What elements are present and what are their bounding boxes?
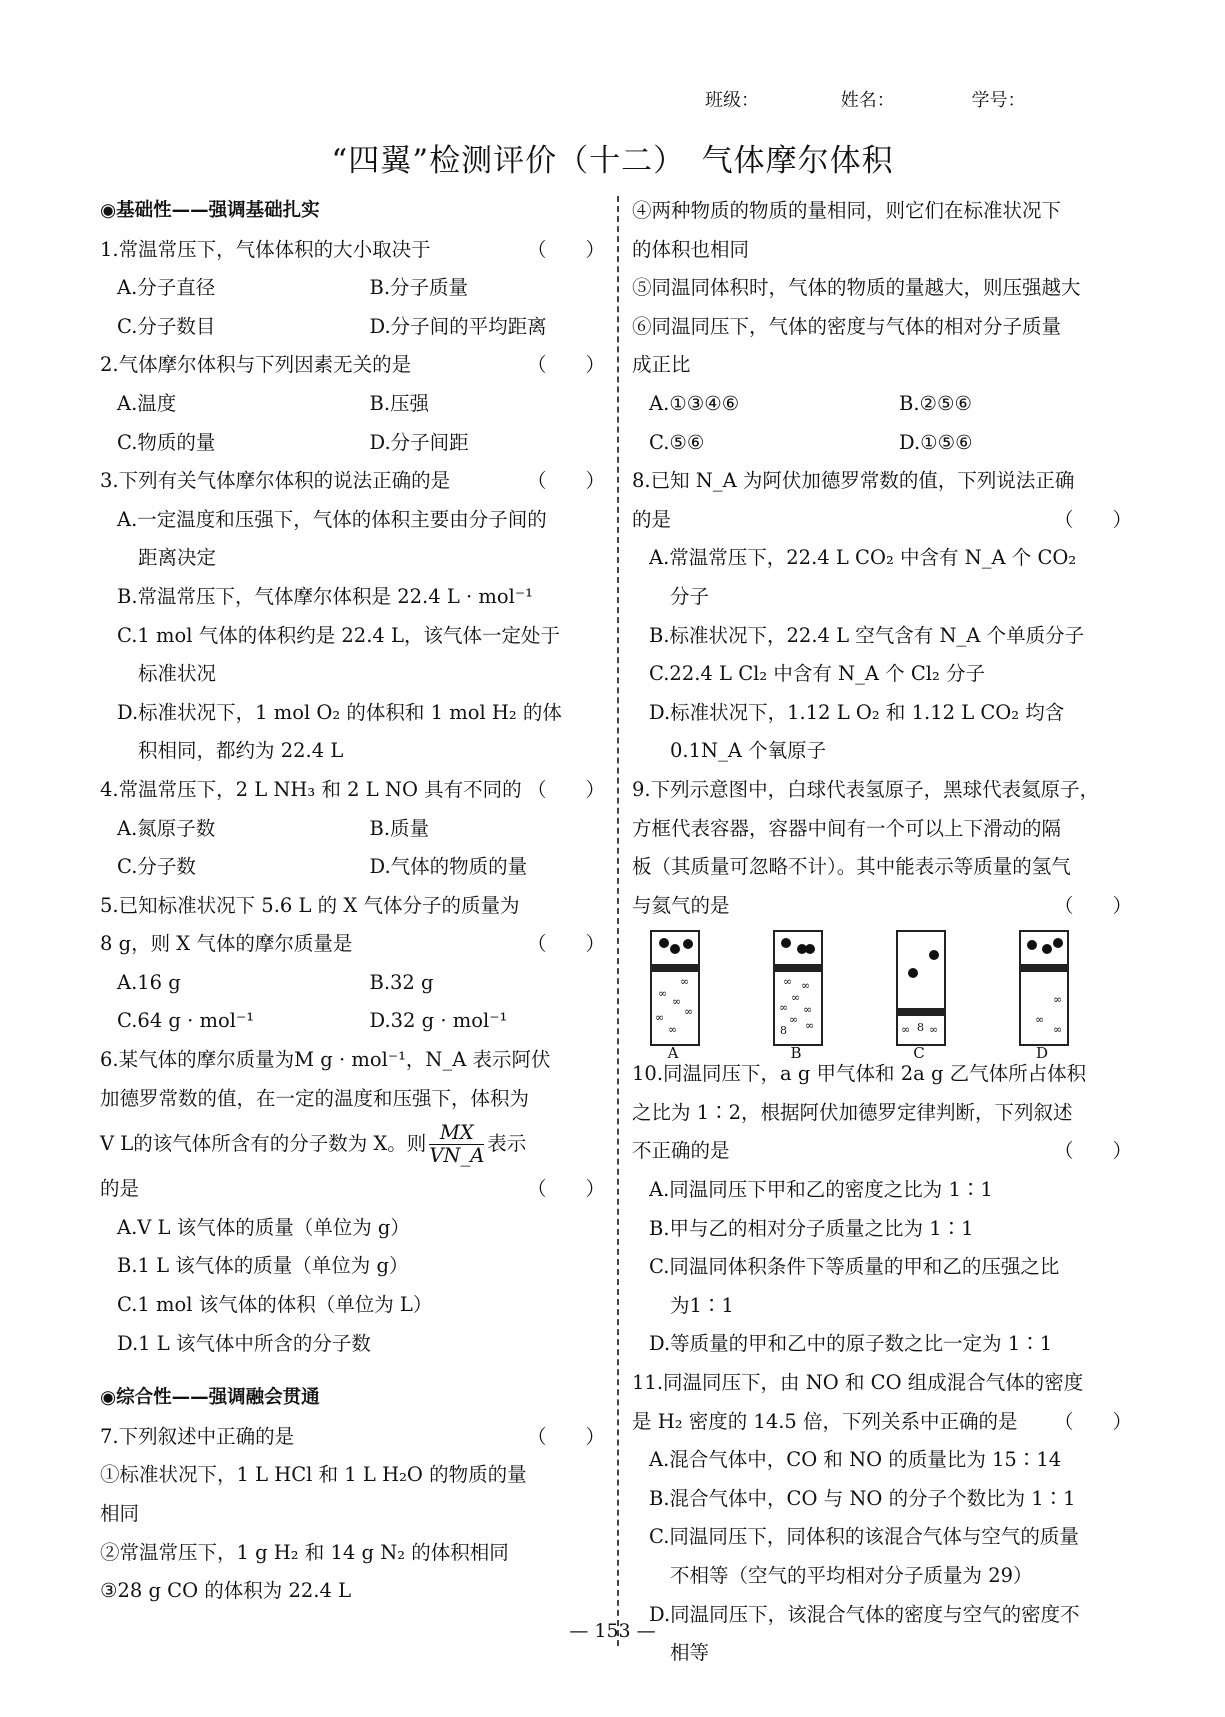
container-a <box>650 930 700 1046</box>
left-column <box>100 192 605 1611</box>
helium-atom <box>1053 938 1063 948</box>
question-9 <box>632 771 1132 1063</box>
q5-option-d: D.32 g · mol⁻¹ <box>369 1009 508 1033</box>
helium-atom <box>805 944 815 954</box>
question-2 <box>100 346 605 462</box>
hydrogen-molecule: ∞ <box>803 1003 813 1017</box>
q8-option-a-cont: 分子 <box>670 584 710 608</box>
answer-blank: （ ） <box>526 353 605 377</box>
q7-statement-4: ④两种物质的物质的量相同，则它们在标准状况下 <box>632 199 1062 222</box>
q3-option-a-cont: 距离决定 <box>138 546 217 570</box>
column-divider <box>617 196 619 1646</box>
q11-option-a: A.混合气体中，CO 和 NO 的质量比为 15∶14 <box>649 1448 1062 1472</box>
q4-option-b: B.质量 <box>369 816 430 840</box>
answer-blank: （ ） <box>526 932 605 956</box>
q8-option-b: B.标准状况下，22.4 L 空气含有 N_A 个单质分子 <box>649 623 1085 647</box>
q6-option-b: B.1 L 该气体的质量（单位为 g） <box>117 1254 409 1278</box>
q5-option-c: C.64 g · mol⁻¹ <box>117 1009 255 1033</box>
hydrogen-molecule: ∞ <box>779 1001 789 1015</box>
q5-option-b: B.32 g <box>369 970 434 994</box>
label-a: A <box>667 1044 679 1063</box>
partition <box>898 1008 944 1016</box>
q7-statement-6: ⑥同温同压下，气体的密度与气体的相对分子质量 <box>632 314 1062 338</box>
hydrogen-molecule: ∞ <box>791 991 801 1005</box>
helium-atom <box>1042 944 1052 954</box>
fraction-denominator: VN_A <box>429 1144 485 1168</box>
q1-option-d: D.分子间的平均距离 <box>369 314 547 338</box>
q8-stem-line1: 8.已知 N_A 为阿伏加德罗常数的值，下列说法正确 <box>632 469 1075 493</box>
q3-stem: 3.下列有关气体摩尔体积的说法正确的是 <box>100 469 451 493</box>
q3-option-d-cont: 积相同，都约为 22.4 L <box>138 739 344 763</box>
container-diagram <box>632 925 1132 1063</box>
q6-option-d: D.1 L 该气体中所含的分子数 <box>117 1331 371 1355</box>
hydrogen-molecule: ∞ <box>1035 1013 1045 1027</box>
q9-stem-line1: 9.下列示意图中，白球代表氢原子，黑球代表氦原子， <box>632 777 1100 801</box>
q7-option-a: A.①③④⑥ <box>649 391 740 415</box>
hydrogen-molecule: ∞ <box>672 995 682 1009</box>
question-5 <box>100 887 605 1041</box>
q10-stem-line3: 不正确的是 <box>632 1139 730 1163</box>
q11-stem-line1: 11.同温同压下，由 NO 和 CO 组成混合气体的密度 <box>632 1371 1084 1395</box>
hydrogen-molecule: ∞ <box>658 987 668 1001</box>
page-title: “四翼”检测评价（十二） 气体摩尔体积 <box>331 143 894 179</box>
question-8 <box>632 462 1132 771</box>
q7-statement-4-cont: 的体积也相同 <box>632 237 750 261</box>
container-b <box>773 930 823 1046</box>
student-id-label: 学号： <box>971 90 1026 111</box>
name-label: 姓名： <box>840 90 895 111</box>
q11-option-d: D.同温同压下，该混合气体的密度与空气的密度不 <box>649 1602 1080 1626</box>
student-info-header <box>705 86 1025 112</box>
q11-option-d-cont: 相等 <box>670 1641 710 1665</box>
answer-blank: （ ） <box>526 1424 605 1448</box>
q6-stem-line4: 的是 <box>100 1177 140 1201</box>
q8-option-c: C.22.4 L Cl₂ 中含有 N_A 个 Cl₂ 分子 <box>649 662 986 686</box>
class-label: 班级： <box>705 90 759 111</box>
q2-option-c: C.物质的量 <box>117 430 216 454</box>
q7-option-b: B.②⑤⑥ <box>899 391 972 415</box>
q5-option-a: A.16 g <box>117 970 181 994</box>
q7-statement-2: ②常温常压下，1 g H₂ 和 14 g N₂ 的体积相同 <box>100 1540 509 1564</box>
question-10 <box>632 1055 1132 1364</box>
container-c <box>896 930 946 1046</box>
hydrogen-molecule: 8 <box>780 1024 787 1038</box>
answer-blank: （ ） <box>1053 1409 1132 1433</box>
q7-option-c: C.⑤⑥ <box>649 430 705 454</box>
question-6 <box>100 1041 605 1363</box>
right-column <box>632 192 1132 1673</box>
q8-stem-line2: 的是 <box>632 507 672 531</box>
q1-stem: 1.常温常压下，气体体积的大小取决于 <box>100 237 431 261</box>
q8-option-d: D.标准状况下，1.12 L O₂ 和 1.12 L CO₂ 均含 <box>649 700 1065 724</box>
helium-atom <box>659 938 669 948</box>
question-4 <box>100 771 605 887</box>
helium-atom <box>683 939 693 949</box>
q3-option-c-cont: 标准状况 <box>138 662 217 686</box>
hydrogen-molecule: ∞ <box>668 1023 678 1037</box>
q10-stem-line2: 之比为 1∶2，根据阿伏加德罗定律判断，下列叙述 <box>632 1100 1073 1124</box>
hydrogen-molecule: ∞ <box>1053 993 1063 1007</box>
q10-stem-line1: 10.同温同压下，a g 甲气体和 2a g 乙气体所占体积 <box>632 1062 1087 1086</box>
q6-option-a: A.V L 该气体的质量（单位为 g） <box>117 1215 410 1239</box>
q9-stem-line2: 方框代表容器，容器中间有一个可以上下滑动的隔 <box>632 816 1062 840</box>
answer-blank: （ ） <box>526 237 605 261</box>
partition <box>775 964 821 972</box>
fraction-numerator: MX <box>429 1122 484 1145</box>
hydrogen-molecule: ∞ <box>684 1005 694 1019</box>
q10-option-b: B.甲与乙的相对分子质量之比为 1∶1 <box>649 1216 974 1240</box>
hydrogen-molecule: ∞ <box>1053 1023 1063 1037</box>
hydrogen-molecule: ∞ <box>801 979 811 993</box>
question-1 <box>100 231 605 347</box>
label-b: B <box>790 1044 802 1063</box>
hydrogen-molecule: ∞ <box>680 975 690 989</box>
q6-stem-line3: V L的该气体所含有的分子数为 X。则 <box>100 1132 427 1156</box>
q3-option-d: D.标准状况下，1 mol O₂ 的体积和 1 mol H₂ 的体 <box>117 700 562 724</box>
helium-atom <box>1027 940 1037 950</box>
q11-option-b: B.混合气体中，CO 与 NO 的分子个数比为 1∶1 <box>649 1486 1076 1510</box>
answer-blank: （ ） <box>526 777 605 801</box>
q10-option-c-cont: 为1∶1 <box>670 1293 734 1317</box>
q4-stem: 4.常温常压下，2 L NH₃ 和 2 L NO 具有不同的 <box>100 777 522 801</box>
question-7 <box>100 1418 605 1611</box>
q6-stem-line3-end: 表示 <box>487 1132 527 1156</box>
q4-option-c: C.分子数 <box>117 855 196 879</box>
section-comprehensive-heading: ◉综合性——强调融会贯通 <box>100 1387 320 1409</box>
question-7-continued <box>632 192 1132 462</box>
q1-option-b: B.分子质量 <box>369 276 469 300</box>
partition <box>1021 964 1067 972</box>
q2-option-d: D.分子间距 <box>369 430 469 454</box>
q10-option-d: D.等质量的甲和乙中的原子数之比一定为 1∶1 <box>649 1332 1053 1356</box>
q7-statement-6-cont: 成正比 <box>632 353 691 377</box>
label-d: D <box>1035 1044 1049 1063</box>
q1-option-a: A.分子直径 <box>117 276 216 300</box>
hydrogen-molecule: ∞ <box>789 1013 799 1027</box>
q6-stem-line2: 加德罗常数的值，在一定的温度和压强下，体积为 <box>100 1086 530 1110</box>
answer-blank: （ ） <box>526 469 605 493</box>
q10-option-a: A.同温同压下甲和乙的密度之比为 1∶1 <box>649 1178 993 1202</box>
q3-option-c: C.1 mol 气体的体积约是 22.4 L，该气体一定处于 <box>117 623 560 647</box>
q6-option-c: C.1 mol 该气体的体积（单位为 L） <box>117 1293 433 1317</box>
answer-blank: （ ） <box>1053 507 1132 531</box>
hydrogen-molecule: ∞ <box>805 1019 815 1033</box>
hydrogen-molecule: 8 <box>917 1021 924 1035</box>
hydrogen-molecule: ∞ <box>929 1023 939 1037</box>
q2-stem: 2.气体摩尔体积与下列因素无关的是 <box>100 353 412 377</box>
question-3 <box>100 462 605 771</box>
hydrogen-molecule: ∞ <box>655 1011 665 1025</box>
page-number: — 153 — <box>569 1620 656 1642</box>
q11-option-c-cont: 不相等（空气的平均相对分子质量为 29） <box>670 1564 1033 1587</box>
q4-option-d: D.气体的物质的量 <box>369 855 528 879</box>
q9-stem-line4: 与氦气的是 <box>632 893 730 917</box>
q9-stem-line3: 板（其质量可忽略不计）。其中能表示等质量的氢气 <box>632 855 1071 879</box>
q11-stem-line2: 是 H₂ 密度的 14.5 倍，下列关系中正确的是 <box>632 1409 1018 1433</box>
answer-blank: （ ） <box>1053 1139 1132 1163</box>
hydrogen-molecule: ∞ <box>901 1023 911 1037</box>
container-d <box>1019 930 1069 1046</box>
q7-statement-1-cont: 相同 <box>100 1502 140 1525</box>
q3-option-a: A.一定温度和压强下，气体的体积主要由分子间的 <box>117 507 547 531</box>
q6-fraction <box>429 1122 484 1167</box>
q2-option-b: B.压强 <box>369 391 430 415</box>
q5-stem-line1: 5.已知标准状况下 5.6 L 的 X 气体分子的质量为 <box>100 893 520 917</box>
helium-atom <box>781 938 791 948</box>
q2-option-a: A.温度 <box>117 391 177 415</box>
label-c: C <box>913 1044 925 1063</box>
q5-stem-line2: 8 g，则 X 气体的摩尔质量是 <box>100 932 353 956</box>
q7-statement-1: ①标准状况下，1 L HCl 和 1 L H₂O 的物质的量 <box>100 1463 527 1487</box>
q11-option-c: C.同温同压下，同体积的该混合气体与空气的质量 <box>649 1525 1079 1549</box>
partition <box>652 964 698 972</box>
helium-atom <box>929 950 939 960</box>
q8-option-d-cont: 0.1N_A 个氧原子 <box>670 739 827 763</box>
q1-option-c: C.分子数目 <box>117 314 216 338</box>
answer-blank: （ ） <box>1053 893 1132 917</box>
q7-statement-3: ③28 g CO 的体积为 22.4 L <box>100 1579 352 1603</box>
q3-option-b: B.常温常压下，气体摩尔体积是 22.4 L · mol⁻¹ <box>117 584 533 608</box>
helium-atom <box>908 968 918 978</box>
q4-option-a: A.氮原子数 <box>117 816 216 840</box>
hydrogen-molecule: ∞ <box>783 975 793 989</box>
q7-statement-5: ⑤同温同体积时，气体的物质的量越大，则压强越大 <box>632 276 1081 300</box>
q7-option-d: D.①⑤⑥ <box>899 430 973 454</box>
q6-stem-line1: 6.某气体的摩尔质量为M g · mol⁻¹，N_A 表示阿伏 <box>100 1048 551 1072</box>
q7-stem: 7.下列叙述中正确的是 <box>100 1424 295 1448</box>
section-basic-heading: ◉基础性——强调基础扎实 <box>100 200 320 221</box>
helium-atom <box>670 944 680 954</box>
answer-blank: （ ） <box>526 1177 605 1201</box>
q10-option-c: C.同温同体积条件下等质量的甲和乙的压强之比 <box>649 1255 1060 1279</box>
q8-option-a: A.常温常压下，22.4 L CO₂ 中含有 N_A 个 CO₂ <box>649 546 1077 570</box>
